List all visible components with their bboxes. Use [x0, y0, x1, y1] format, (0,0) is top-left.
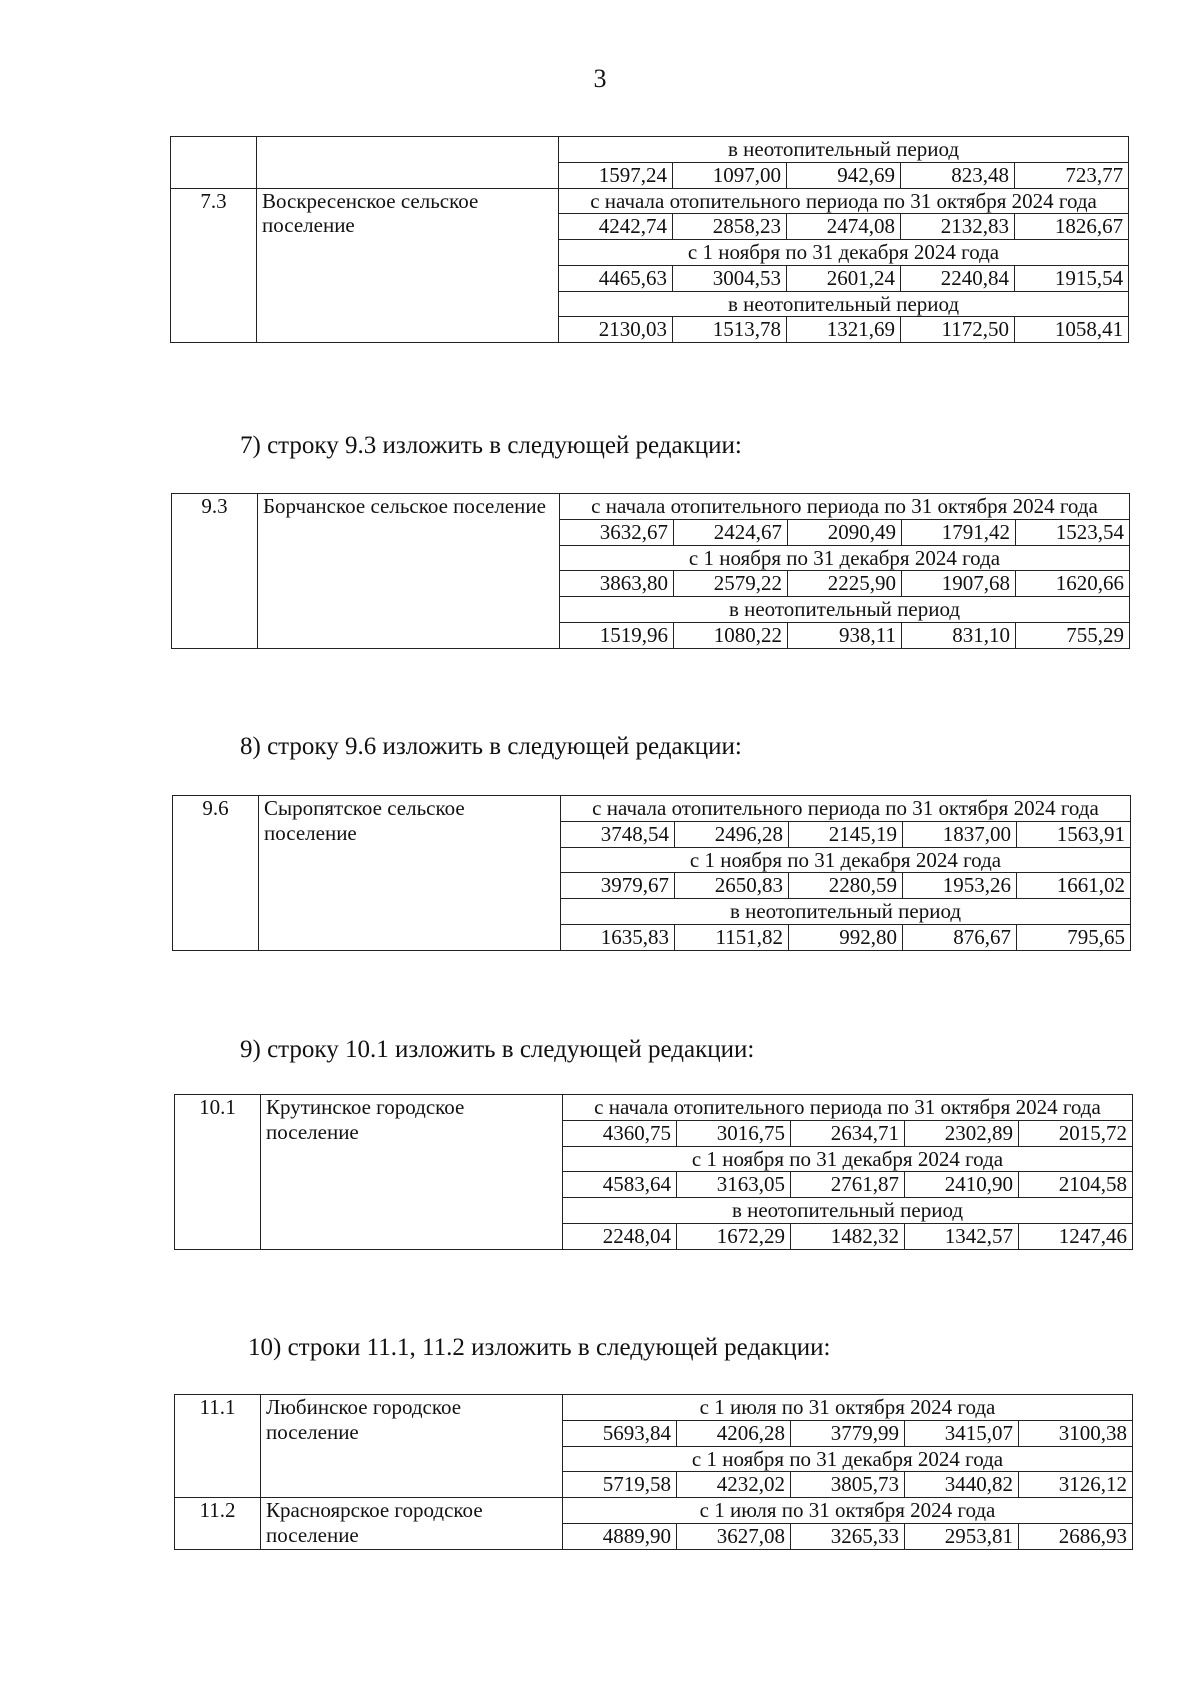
period-label: в неотопительный период: [561, 899, 1131, 925]
tariff-value: 5719,58: [563, 1472, 677, 1498]
tariff-value: 3979,67: [561, 873, 675, 899]
period-label: с начала отопительного периода по 31 октября 2024 года: [563, 1095, 1133, 1121]
period-label: с 1 ноября по 31 декабря 2024 года: [561, 847, 1131, 873]
settlement-name: Красноярское городское поселение: [261, 1498, 563, 1550]
row-number: 11.2: [175, 1498, 261, 1550]
tariff-value: 3163,05: [677, 1172, 791, 1198]
tariff-value: 2280,59: [789, 873, 903, 899]
tariff-value: 1513,78: [673, 317, 787, 343]
tariff-value: 2953,81: [905, 1523, 1019, 1549]
settlement-name: Любинское городское поселение: [261, 1395, 563, 1498]
tariff-value: 992,80: [789, 924, 903, 950]
tariff-value: 2474,08: [787, 214, 901, 240]
tariff-value: 2761,87: [791, 1172, 905, 1198]
tariff-value: 4360,75: [563, 1120, 677, 1146]
tariff-value: 3440,82: [905, 1472, 1019, 1498]
tariff-value: 1915,54: [1015, 265, 1129, 291]
tariff-value: 831,10: [902, 622, 1016, 648]
instruction-8: 8) строку 9.6 изложить в следующей редакции:: [240, 733, 742, 760]
table-block-9-6: [172, 795, 1131, 951]
tariff-value: 3627,08: [677, 1523, 791, 1549]
row-number: 10.1: [175, 1095, 261, 1250]
settlement-name: [257, 137, 559, 189]
period-label-row: [172, 494, 1130, 520]
tariff-value: 4465,63: [559, 265, 673, 291]
settlement-name: Сыропятское сельское поселение: [259, 796, 561, 951]
tariff-value: 4889,90: [563, 1523, 677, 1549]
tariff-value: 2410,90: [905, 1172, 1019, 1198]
tariff-value: 2015,72: [1019, 1120, 1133, 1146]
tariff-value: 795,65: [1017, 924, 1131, 950]
tariff-value: 1342,57: [905, 1223, 1019, 1249]
row-number: 9.3: [172, 494, 258, 649]
period-label: с 1 ноября по 31 декабря 2024 года: [563, 1446, 1133, 1472]
tariff-value: 4206,28: [677, 1420, 791, 1446]
tariff-value: 755,29: [1016, 622, 1130, 648]
tariff-value: 1058,41: [1015, 317, 1129, 343]
tariff-value: 3863,80: [560, 571, 674, 597]
tariff-value: 942,69: [787, 162, 901, 188]
tariff-value: 1791,42: [902, 519, 1016, 545]
tariff-value: 3016,75: [677, 1120, 791, 1146]
tariff-value: 1620,66: [1016, 571, 1130, 597]
tariff-value: 2302,89: [905, 1120, 1019, 1146]
tariff-value: 1482,32: [791, 1223, 905, 1249]
period-label: в неотопительный период: [559, 137, 1129, 163]
period-label: с 1 ноября по 31 декабря 2024 года: [560, 545, 1130, 571]
table-block-top: [170, 136, 1129, 343]
tariff-value: 3805,73: [791, 1472, 905, 1498]
tariff-value: 1321,69: [787, 317, 901, 343]
tariff-value: 2104,58: [1019, 1172, 1133, 1198]
settlement-name: Борчанское сельское поселение: [258, 494, 560, 649]
tariff-value: 4232,02: [677, 1472, 791, 1498]
period-label-row: [175, 1498, 1133, 1524]
table-block-9-3: [171, 493, 1130, 649]
tariff-value: 3100,38: [1019, 1420, 1133, 1446]
tariff-value: 5693,84: [563, 1420, 677, 1446]
tariff-value: 1953,26: [903, 873, 1017, 899]
period-label: с начала отопительного периода по 31 октября 2024 года: [560, 494, 1130, 520]
row-number: 9.6: [173, 796, 259, 951]
tariff-table: [171, 493, 1130, 649]
tariff-value: 2650,83: [675, 873, 789, 899]
period-label: в неотопительный период: [563, 1198, 1133, 1224]
tariff-value: 1635,83: [561, 924, 675, 950]
tariff-value: 876,67: [903, 924, 1017, 950]
tariff-value: 1172,50: [901, 317, 1015, 343]
period-label-row: [175, 1395, 1133, 1421]
tariff-value: 3632,67: [560, 519, 674, 545]
instruction-9: 9) строку 10.1 изложить в следующей редакции:: [240, 1036, 755, 1063]
tariff-value: 1826,67: [1015, 214, 1129, 240]
period-label: с начала отопительного периода по 31 октября 2024 года: [559, 188, 1129, 214]
tariff-value: 3126,12: [1019, 1472, 1133, 1498]
table-block-10-1: [174, 1094, 1133, 1250]
tariff-value: 3779,99: [791, 1420, 905, 1446]
page-number: 3: [593, 64, 607, 93]
tariff-value: 2686,93: [1019, 1523, 1133, 1549]
period-label: с начала отопительного периода по 31 октября 2024 года: [561, 796, 1131, 822]
tariff-value: 2858,23: [673, 214, 787, 240]
tariff-value: 2130,03: [559, 317, 673, 343]
tariff-value: 2132,83: [901, 214, 1015, 240]
row-number: 7.3: [171, 188, 257, 343]
tariff-value: 1661,02: [1017, 873, 1131, 899]
tariff-value: 4583,64: [563, 1172, 677, 1198]
tariff-table: [174, 1394, 1133, 1550]
tariff-value: 1837,00: [903, 821, 1017, 847]
tariff-value: 2090,49: [788, 519, 902, 545]
tariff-value: 1907,68: [902, 571, 1016, 597]
period-label: с 1 ноября по 31 декабря 2024 года: [563, 1146, 1133, 1172]
tariff-value: 723,77: [1015, 162, 1129, 188]
period-label-row: [173, 796, 1131, 822]
period-label: в неотопительный период: [559, 291, 1129, 317]
tariff-value: 938,11: [788, 622, 902, 648]
tariff-table: [174, 1094, 1133, 1250]
tariff-value: 3415,07: [905, 1420, 1019, 1446]
tariff-value: 3004,53: [673, 265, 787, 291]
tariff-value: 1151,82: [675, 924, 789, 950]
row-number: 11.1: [175, 1395, 261, 1498]
tariff-table: [172, 795, 1131, 951]
tariff-value: 1672,29: [677, 1223, 791, 1249]
instruction-10: 10) строки 11.1, 11.2 изложить в следующей редакции:: [248, 1334, 831, 1361]
tariff-value: 2145,19: [789, 821, 903, 847]
period-label-row: [175, 1095, 1133, 1121]
tariff-value: 2601,24: [787, 265, 901, 291]
tariff-value: 1523,54: [1016, 519, 1130, 545]
tariff-value: 2634,71: [791, 1120, 905, 1146]
row-number: [171, 137, 257, 189]
tariff-table: [170, 136, 1129, 343]
tariff-value: 2248,04: [563, 1223, 677, 1249]
tariff-value: 1519,96: [560, 622, 674, 648]
period-label: с 1 июля по 31 октября 2024 года: [563, 1498, 1133, 1524]
tariff-value: 2424,67: [674, 519, 788, 545]
tariff-value: 1597,24: [559, 162, 673, 188]
settlement-name: Крутинское городское поселение: [261, 1095, 563, 1250]
tariff-value: 2225,90: [788, 571, 902, 597]
tariff-value: 2240,84: [901, 265, 1015, 291]
settlement-name: Воскресенское сельское поселение: [257, 188, 559, 343]
instruction-7: 7) строку 9.3 изложить в следующей редакции:: [240, 432, 742, 459]
tariff-value: 823,48: [901, 162, 1015, 188]
tariff-value: 2496,28: [675, 821, 789, 847]
tariff-value: 4242,74: [559, 214, 673, 240]
tariff-value: 1563,91: [1017, 821, 1131, 847]
period-label: в неотопительный период: [560, 597, 1130, 623]
period-label: с 1 июля по 31 октября 2024 года: [563, 1395, 1133, 1421]
tariff-value: 3748,54: [561, 821, 675, 847]
tariff-value: 3265,33: [791, 1523, 905, 1549]
tariff-value: 1247,46: [1019, 1223, 1133, 1249]
period-label: с 1 ноября по 31 декабря 2024 года: [559, 240, 1129, 266]
table-block-11: [174, 1394, 1133, 1550]
period-label-row: [171, 137, 1129, 163]
tariff-value: 1080,22: [674, 622, 788, 648]
period-label-row: [171, 188, 1129, 214]
tariff-value: 2579,22: [674, 571, 788, 597]
tariff-value: 1097,00: [673, 162, 787, 188]
